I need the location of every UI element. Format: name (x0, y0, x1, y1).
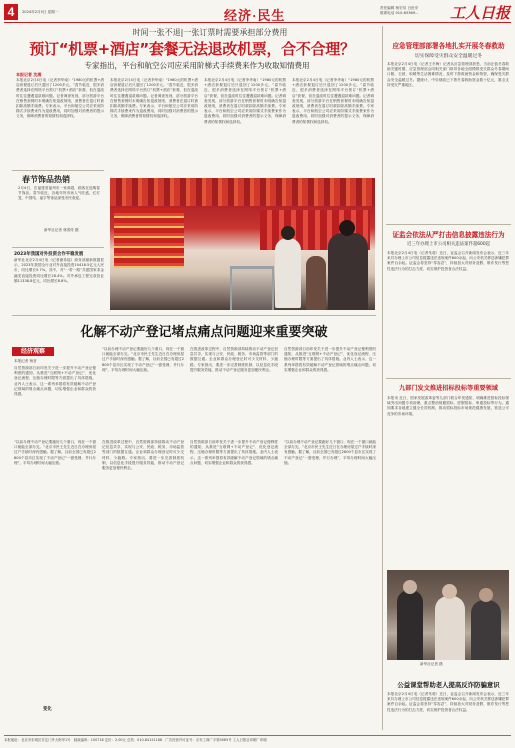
story3-text: 本报讯 近日，国家发展改革委等九部门联合印发通知，明确推进招标投标领域突出问题专项治理，重点整治规避招标、虚假招标、串通投标等行为。通知要求各地建立健全长效机制，推动招标投标市场规范健康发展，营造公平竞争的市场环境。 (387, 396, 509, 416)
feature-rule (12, 315, 376, 316)
feature-byline: 本报记者 杨晋 (14, 359, 37, 363)
footer-right: 广告经营许可证号：京东工商广字第0085号 工人日报社印刷厂印刷 (165, 738, 267, 742)
right-photo-caption: 新华社记者 摄 (420, 662, 443, 666)
feature-col4b: “以前办理不动产登记要跑好几个窗口，现在一个窗口就能全部办完。”北京市民王先生近日在办理房屋过户手续时深有感触。据了解，目前全国已有超过2800个县市区实现了不动产登记“一窗受理、并行办理”，平均办理时间大幅压缩。 (284, 440, 376, 465)
footer-bar (4, 738, 511, 743)
footer-rule (4, 735, 511, 736)
story2-text: 本报北京2月4日电（记者朱莉）近日，证监会召开新闻发布会表示，近三年来共办理上市公司信息披露违法违规案件600余起，向公安机关移送涉嫌犯罪案件百余起。证监会将坚持“零容忍”，持续加大对财务造假、欺诈发行等恶性违法行为的打击力度，切实保护投资者合法权益。 (387, 251, 509, 271)
feature-column-label: 经济观察 (12, 347, 54, 356)
masthead-rule (4, 22, 511, 23)
feature-subhead: 变化 (40, 706, 55, 712)
feature-col2b: 在推进改革过程中，自然资源部持续推动不动产登记信息共享，实现与公安、民政、税务、市场监管等部门的数据互通。企业和群众办理登记时可少交材料、少跑路。专家指出，要进一步完善制度机制，以信息化手段提升服务效能，推动不动产登记服务更加便民利企。 (102, 440, 184, 471)
right-photo (387, 570, 509, 660)
caption-rule (12, 170, 104, 171)
right-rule-2 (386, 378, 511, 379)
masthead-date: 2024年2月5日 星期一 (22, 10, 59, 14)
story2-deck: 近三年办理上市公司相关违法案件超600起 (406, 242, 491, 247)
story4-headline: 公益课堂帮助老人提高反诈防骗意识 (397, 681, 500, 689)
masthead-phone: 联系电话 010-65369... (380, 11, 419, 15)
paper-logo: 工人日报 (450, 6, 511, 22)
footer-mid: 邮政编码：100718 定价：2.00元 总机：010-84151188 (73, 738, 163, 742)
page-number: 4 (7, 5, 15, 19)
lead-body-col2: 本报北京2月4日电（记者李华南）“1980元的机票+酒店套餐退订后只退回了1200多元。”春节临近，很多消费者选择在网络平台预订“机票+酒店”套餐，但在退改时往往遭遇退款难问题。记者调查发现，部分旅游平台在销售套餐时未明确告知退改规则，消费者在退订时被扣除高额手续费。专家表示，平台和航空公司应采用阶梯式手续费来作为退改费用，同时加强对消费者的提示义务，保障消费者的知情权和选择权。 (110, 78, 198, 119)
lead-body-col4: 本报北京2月4日电（记者李华南）“1980元的机票+酒店套餐退订后只退回了1200多元。”春节临近，很多消费者选择在网络平台预订“机票+酒店”套餐，但在退改时往往遭遇退款难问题。记者调查发现，部分旅游平台在销售套餐时未明确告知退改规则，消费者在退订时被扣除高额手续费。专家表示，平台和航空公司应采用阶梯式手续费来作为退改费用，同时加强对消费者的提示义务，保障消费者的知情权和选择权。 (292, 78, 374, 124)
lead-byline: 本报记者 沈湘 (16, 72, 42, 77)
masthead-editors: 责任编辑 杨宏琰 白世安 (380, 6, 419, 10)
story1-deck: 切实保障受灾群众安全温暖过冬 (414, 54, 483, 59)
story2-headline: 证监会依法从严打击信息披露违法行为 (392, 231, 505, 239)
footer-left: 本报地址：北京市东城区安定门外大街甲1号 (4, 738, 71, 742)
feature-col1b: “以前办理不动产登记要跑好几个窗口，现在一个窗口就能全部办完。”北京市民王先生近日在办理房屋过户手续时深有感触。据了解，目前全国已有超过2800个县市区实现了不动产登记“一窗受理、并行办理”，平均办理时间大幅压缩。 (14, 440, 96, 465)
story1-text: 本报北京2月4日电（记者王冬梅）记者从应急管理部获悉，当前正值冬春救助关键时期，应急管理部会同相关部门指导各地全面摸排受灾群众冬春期间口粮、衣被、取暖等生活困难情况，及时下拨救助资金和物资，确保受灾群众安全温暖过冬。据统计，中央财政已下拨冬春救助资金数十亿元，重点支持受灾严重地区。 (387, 62, 509, 87)
page-number-box (4, 4, 18, 20)
lead-body-col1: 本报北京2月4日电（记者李华南）“1980元的机票+酒店套餐退订后只退回了1200多元。”春节临近，很多消费者选择在网络平台预订“机票+酒店”套餐，但在退改时往往遭遇退款难问题。记者调查发现，部分旅游平台在销售套餐时未明确告知退改规则，消费者在退订时被扣除高额手续费。专家表示，平台和航空公司应采用阶梯式手续费来作为退改费用，同时加强对消费者的提示义务，保障消费者的知情权和选择权。 (16, 78, 104, 119)
right-column-divider (382, 26, 383, 730)
feature-col4: 自然资源部日前印发关于进一步提升不动产登记便利度的通知，从推进“互联网+不动产登记”、优化登记流程、压缩办理时限等方面提出了具体措施。业内人士表示，这一系列举措将有效破解不动产登记领域的堵点痛点问题，切实增强企业和群众的获得感。 (284, 347, 376, 372)
story3-headline: 九部门发文推进招标投标等重要领域 (399, 385, 498, 392)
brief-rule (12, 247, 104, 248)
caption-title: 春节饰品热销 (22, 175, 70, 184)
caption-credit: 新华社记者 林善传 摄 (44, 228, 79, 232)
lead-deck: 专家指出，平台和航空公司应采用阶梯式手续费来作为收取知情费用 (84, 61, 310, 70)
lead-headline: 预订“机票+酒店”套餐无法退改机票，合不合理？ (29, 40, 355, 58)
feature-col2: “以前办理不动产登记要跑好几个窗口，现在一个窗口就能全部办完。”北京市民王先生近日在办理房屋过户手续时深有感触。据了解，目前全国已有超过2800个县市区实现了不动产登记“一窗受理、并行办理”，平均办理时间大幅压缩。 (102, 347, 184, 372)
right-rule-1 (386, 224, 511, 225)
section-title: 经济·民生 (224, 8, 286, 23)
feature-col3b: 自然资源部日前印发关于进一步提升不动产登记便利度的通知，从推进“互联网+不动产登记”、优化登记流程、压缩办理时限等方面提出了具体措施。业内人士表示，这一系列举措将有效破解不动产登记领域的堵点痛点问题，切实增强企业和群众的获得感。 (190, 440, 278, 465)
story4-text: 本报北京2月4日电（记者朱莉）近日，证监会召开新闻发布会表示，近三年来共办理上市公司信息披露违法违规案件600余起，向公安机关移送涉嫌犯罪案件百余起。证监会将坚持“零容忍”，持续加大对财务造假、欺诈发行等恶性违法行为的打击力度，切实保护投资者合法权益。 (387, 692, 509, 712)
lead-kicker: 时间一张不退|一张订票时需要承担部分费用 (132, 28, 288, 37)
caption-text: 2月4日，在福建省福州市一家商超，顾客在选购春节饰品。春节临近，各地年货市场人气旺盛，红灯笼、中国结、福字等饰品深受市民欢迎。 (18, 186, 100, 201)
feature-col3: 在推进改革过程中，自然资源部持续推动不动产登记信息共享，实现与公安、民政、税务、市场监管等部门的数据互通。企业和群众办理登记时可少交材料、少跑路。专家指出，要进一步完善制度机制，以信息化手段提升服务效能，推动不动产登记服务更加便民利企。 (190, 347, 278, 372)
feature-headline: 化解不动产登记堵点痛点问题迎来重要突破 (80, 325, 328, 340)
news-photo (110, 178, 375, 310)
story1-headline: 应急管理部部署各地扎实开展冬春救助 (392, 42, 505, 50)
brief-text: 新华社北京2月4日电（记者谢希瑶）商务部最新数据显示，2023年我国全行业对外直接投资10418.5亿元人民币，同比增长5.7%。其中，对“一带一路”共建国家非金融类直接投资同比增长28.4%。对外承包工程完成营业额11338.8亿元，同比增长8.8%。 (14, 258, 104, 283)
feature-col1: 自然资源部日前印发关于进一步提升不动产登记便利度的通知，从推进“互联网+不动产登记”、优化登记流程、压缩办理时限等方面提出了具体措施。业内人士表示，这一系列举措将有效破解不动产登记领域的堵点痛点问题，切实增强企业和群众的获得感。 (14, 366, 96, 397)
brief-title: 2023年我国对外投资合作平稳发展 (14, 252, 84, 257)
lead-body-col3: 本报北京2月4日电（记者李华南）“1980元的机票+酒店套餐退订后只退回了1200多元。”春节临近，很多消费者选择在网络平台预订“机票+酒店”套餐，但在退改时往往遭遇退款难问题。记者调查发现，部分旅游平台在销售套餐时未明确告知退改规则，消费者在退订时被扣除高额手续费。专家表示，平台和航空公司应采用阶梯式手续费来作为退改费用，同时加强对消费者的提示义务，保障消费者的知情权和选择权。 (204, 78, 286, 124)
